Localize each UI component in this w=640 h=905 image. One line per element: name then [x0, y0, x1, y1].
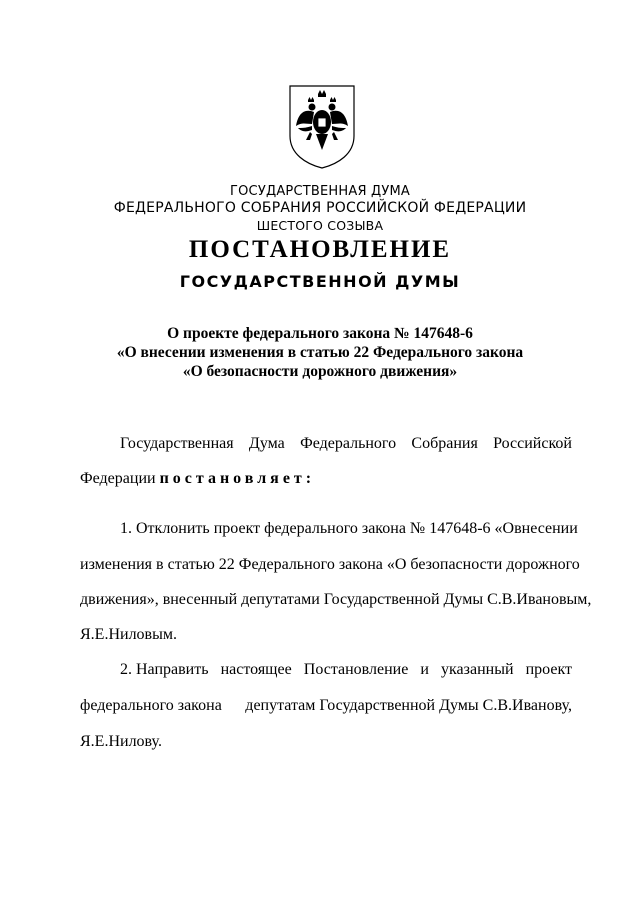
- item1-line-3: движения», внесенный депутатами Государственной Думы С.В.Ивановым,: [80, 591, 592, 608]
- intro-line-2: [80, 470, 572, 488]
- document-title: ПОСТАНОВЛЕНИЕ: [188, 236, 452, 263]
- item1-line-4: Я.Е.Ниловым.: [80, 626, 177, 643]
- item2-word: настоящее: [220, 661, 292, 678]
- header-line-assembly: ФЕДЕРАЛЬНОГО СОБРАНИЯ РОССИЙСКОЙ ФЕДЕРАЦИИ: [113, 200, 527, 216]
- item2-word: проект: [525, 661, 572, 678]
- item2-line-1: [120, 661, 572, 679]
- item1-line-2: изменения в статью 22 Федерального закона «О безопасности дорожного: [80, 556, 580, 573]
- item2-word: 2. Направить: [120, 661, 209, 678]
- intro-word: Собрания: [411, 435, 478, 452]
- about-line-3: «О безопасности дорожного движения»: [182, 363, 458, 380]
- russian-coat-of-arms-emblem: [288, 84, 356, 170]
- intro-line-1: [120, 435, 572, 453]
- item2-text: депутатам Государственной Думы С.В.Иванову,: [245, 697, 572, 714]
- intro-word: Федерального: [300, 435, 397, 452]
- about-line-1: О проекте федерального закона № 147648-6: [167, 325, 473, 342]
- item2-word: Постановление: [303, 661, 409, 678]
- item2-text: федерального закона: [80, 697, 222, 714]
- item1-line-1: [120, 520, 578, 538]
- intro-word: Дума: [248, 435, 285, 452]
- item1-text: внесении: [514, 520, 578, 537]
- intro-verb: постановляет:: [159, 470, 316, 487]
- header-line-convocation: ШЕСТОГО СОЗЫВА: [256, 218, 384, 233]
- intro-country: Федерации: [80, 470, 156, 487]
- intro-word: Государственная: [120, 435, 234, 452]
- header-line-duma: ГОСУДАРСТВЕННАЯ ДУМА: [230, 184, 410, 199]
- item1-text: 1. Отклонить проект федерального закона № 147648-6 «О: [120, 520, 515, 537]
- item2-word: и: [420, 661, 429, 678]
- item2-line-3: Я.Е.Нилову.: [80, 733, 162, 750]
- about-line-2: «О внесении изменения в статью 22 Федерального закона: [116, 344, 524, 361]
- item2-word: указанный: [441, 661, 514, 678]
- document-subtitle: ГОСУДАРСТВЕННОЙ ДУМЫ: [179, 272, 461, 291]
- intro-word: Российской: [493, 435, 572, 452]
- item2-line-2: [80, 697, 572, 715]
